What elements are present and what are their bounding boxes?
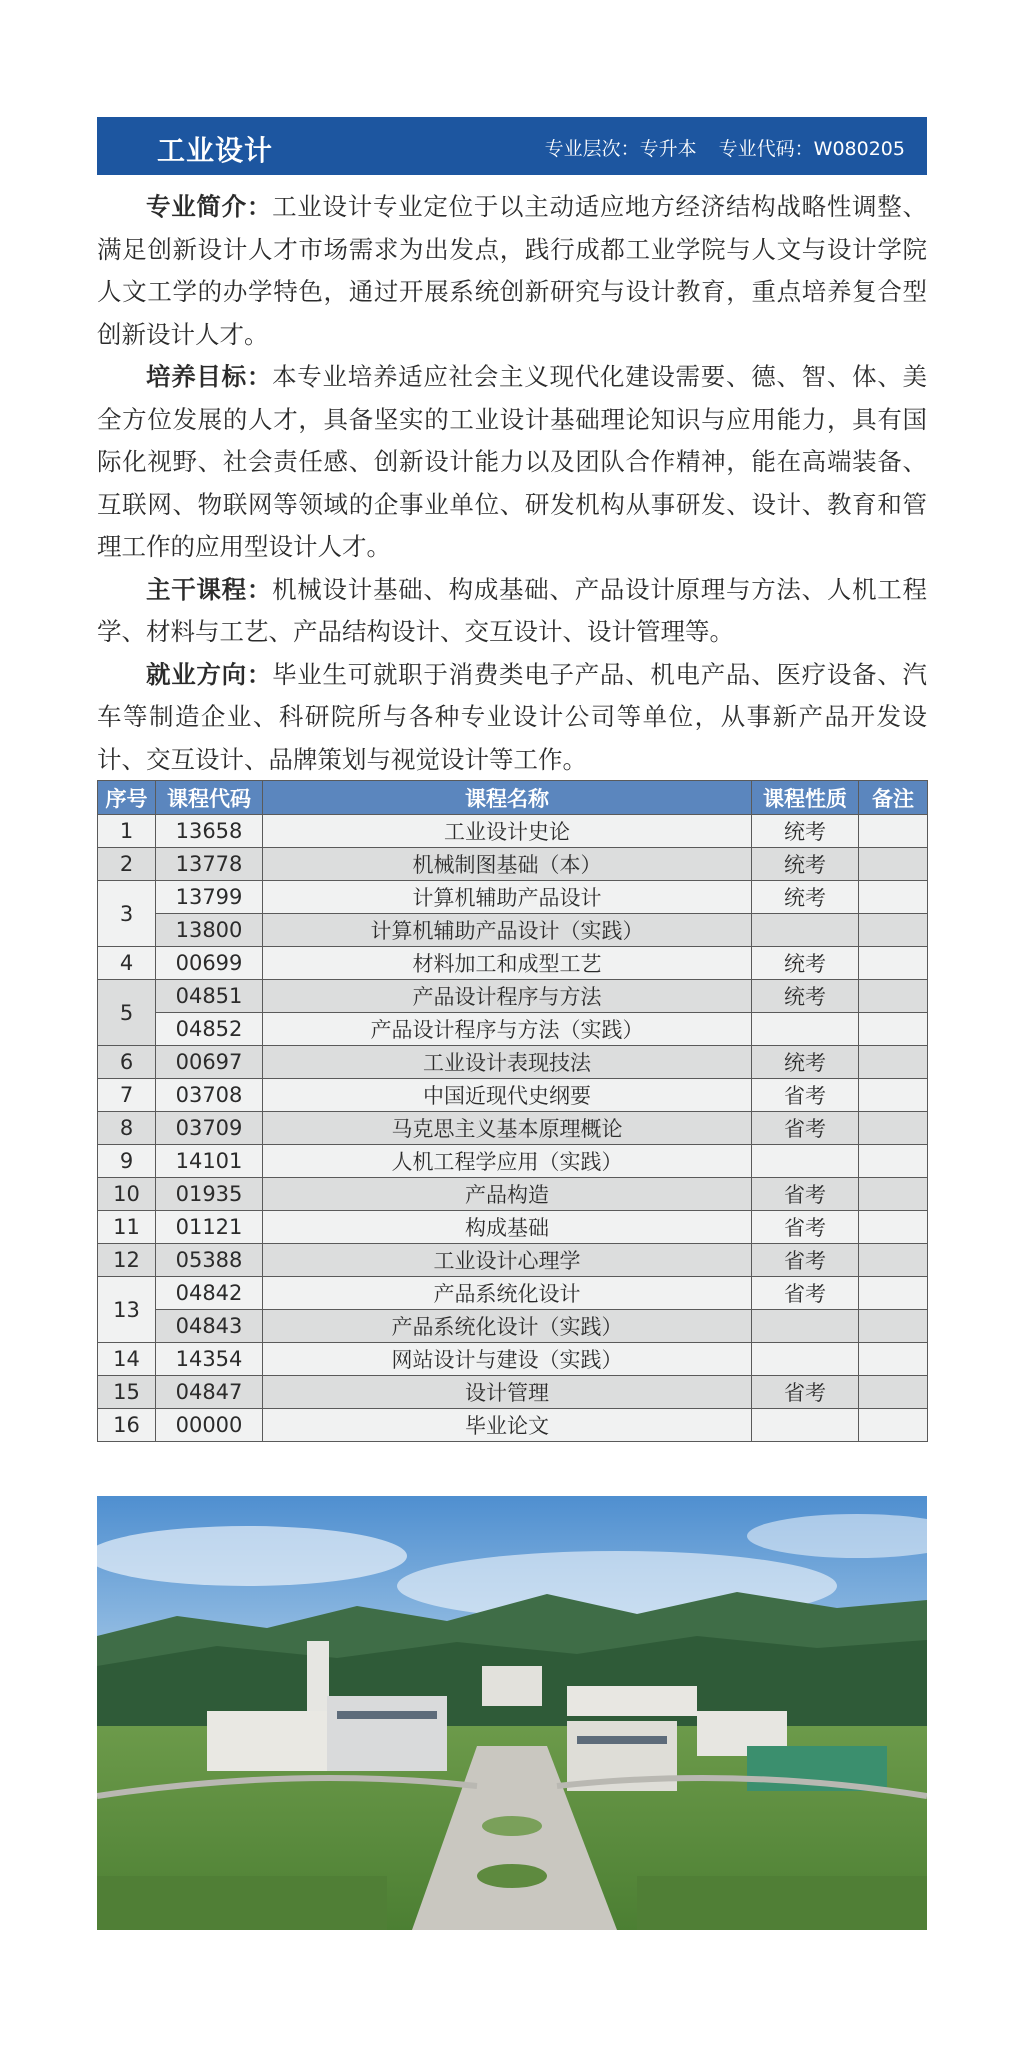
cell-name: 工业设计史论 (263, 815, 752, 848)
cell-name: 马克思主义基本原理概论 (263, 1112, 752, 1145)
cell-note (859, 1244, 928, 1277)
cell-note (859, 1376, 928, 1409)
cell-type (752, 914, 859, 947)
section-text: 本专业培养适应社会主义现代化建设需要、德、智、体、美全方位发展的人才，具备坚实的工业设计基础理论知识与应用能力，具有国际化视野、社会责任感、创新设计能力以及团队合作精神，能在高端装备、互联网、物联网等领域的企事业单位、研发机构从事研发、设计、教育和管理工作的应用型设计人才。 (97, 362, 928, 561)
cell-no: 15 (98, 1376, 156, 1409)
cell-name: 计算机辅助产品设计（实践） (263, 914, 752, 947)
cell-name: 产品系统化设计 (263, 1277, 752, 1310)
cell-name: 产品设计程序与方法 (263, 980, 752, 1013)
cell-type: 统考 (752, 881, 859, 914)
major-header (97, 117, 927, 175)
cell-code: 13799 (156, 881, 263, 914)
cell-note (859, 1310, 928, 1343)
cell-no: 7 (98, 1079, 156, 1112)
cell-type (752, 1013, 859, 1046)
campus-photo (97, 1496, 927, 1930)
cell-name: 工业设计表现技法 (263, 1046, 752, 1079)
cell-code: 14101 (156, 1145, 263, 1178)
major-description (97, 186, 927, 781)
table-row (98, 1013, 928, 1046)
table-row (98, 1409, 928, 1442)
table-row (98, 1112, 928, 1145)
section-label: 就业方向： (146, 659, 273, 689)
cell-code: 14354 (156, 1343, 263, 1376)
cell-note (859, 815, 928, 848)
table-row (98, 1310, 928, 1343)
table-row (98, 980, 928, 1013)
cell-name: 工业设计心理学 (263, 1244, 752, 1277)
cell-name: 产品设计程序与方法（实践） (263, 1013, 752, 1046)
table-header-row (98, 781, 928, 815)
cell-type: 省考 (752, 1376, 859, 1409)
header-type: 课程性质 (752, 781, 859, 815)
section-label: 主干课程： (146, 574, 273, 604)
cell-type (752, 1343, 859, 1376)
cell-code: 01121 (156, 1211, 263, 1244)
cell-code: 04842 (156, 1277, 263, 1310)
cell-code: 05388 (156, 1244, 263, 1277)
cell-name: 计算机辅助产品设计 (263, 881, 752, 914)
major-title: 工业设计 (157, 134, 274, 167)
cell-code: 03709 (156, 1112, 263, 1145)
cell-code: 00697 (156, 1046, 263, 1079)
cell-no: 8 (98, 1112, 156, 1145)
major-level: 专业层次：专升本 (544, 138, 697, 160)
header-note: 备注 (859, 781, 928, 815)
cell-name: 构成基础 (263, 1211, 752, 1244)
table-row (98, 1211, 928, 1244)
cell-name: 设计管理 (263, 1376, 752, 1409)
cell-type: 省考 (752, 1112, 859, 1145)
cell-note (859, 1178, 928, 1211)
cell-no: 6 (98, 1046, 156, 1079)
header-name: 课程名称 (263, 781, 752, 815)
cell-note (859, 848, 928, 881)
campus-aerial-image (97, 1496, 927, 1930)
cell-code: 13800 (156, 914, 263, 947)
cell-name: 毕业论文 (263, 1409, 752, 1442)
header-code: 课程代码 (156, 781, 263, 815)
cell-name: 网站设计与建设（实践） (263, 1343, 752, 1376)
cell-note (859, 1277, 928, 1310)
major-meta (545, 134, 905, 161)
cell-name: 机械制图基础（本） (263, 848, 752, 881)
cell-type: 省考 (752, 1211, 859, 1244)
course-table (97, 780, 928, 1442)
table-row (98, 1079, 928, 1112)
cell-no: 1 (98, 815, 156, 848)
cell-type: 统考 (752, 980, 859, 1013)
section-goals (97, 356, 927, 569)
section-label: 培养目标： (146, 362, 273, 391)
cell-note (859, 1079, 928, 1112)
table-row (98, 1277, 928, 1310)
cell-type: 省考 (752, 1178, 859, 1211)
cell-no: 2 (98, 848, 156, 881)
table-row (98, 1178, 928, 1211)
cell-type (752, 1145, 859, 1178)
cell-no: 3 (98, 881, 156, 947)
cell-type: 统考 (752, 1046, 859, 1079)
table-row (98, 1244, 928, 1277)
cell-code: 04847 (156, 1376, 263, 1409)
cell-note (859, 1145, 928, 1178)
section-label: 专业简介： (146, 192, 273, 221)
section-careers (97, 654, 927, 782)
cell-name: 中国近现代史纲要 (263, 1079, 752, 1112)
major-code: 专业代码：W080205 (718, 138, 905, 160)
table-row (98, 1376, 928, 1409)
cell-note (859, 947, 928, 980)
cell-no: 12 (98, 1244, 156, 1277)
cell-code: 00699 (156, 947, 263, 980)
cell-note (859, 1112, 928, 1145)
cell-code: 13658 (156, 815, 263, 848)
section-text: 机械设计基础、构成基础、产品设计原理与方法、人机工程学、材料与工艺、产品结构设计、交互设计、设计管理等。 (97, 574, 928, 646)
cell-name: 产品构造 (263, 1178, 752, 1211)
cell-no: 10 (98, 1178, 156, 1211)
course-table-body (98, 815, 928, 1442)
table-row (98, 815, 928, 848)
cell-code: 03708 (156, 1079, 263, 1112)
cell-note (859, 914, 928, 947)
cell-note (859, 1013, 928, 1046)
cell-type: 统考 (752, 848, 859, 881)
cell-type: 统考 (752, 815, 859, 848)
cell-type (752, 1310, 859, 1343)
header-no: 序号 (98, 781, 156, 815)
table-row (98, 914, 928, 947)
cell-note (859, 980, 928, 1013)
cell-type: 省考 (752, 1079, 859, 1112)
cell-type (752, 1409, 859, 1442)
cell-note (859, 1343, 928, 1376)
section-text: 毕业生可就职于消费类电子产品、机电产品、医疗设备、汽车等制造企业、科研院所与各种专业设计公司等单位，从事新产品开发设计、交互设计、品牌策划与视觉设计等工作。 (97, 659, 928, 774)
table-row (98, 881, 928, 914)
cell-code: 13778 (156, 848, 263, 881)
cell-no: 13 (98, 1277, 156, 1343)
cell-name: 人机工程学应用（实践） (263, 1145, 752, 1178)
cell-note (859, 881, 928, 914)
section-courses (97, 569, 927, 654)
cell-no: 4 (98, 947, 156, 980)
cell-name: 产品系统化设计（实践） (263, 1310, 752, 1343)
cell-code: 04852 (156, 1013, 263, 1046)
table-row (98, 1343, 928, 1376)
cell-no: 16 (98, 1409, 156, 1442)
cell-no: 14 (98, 1343, 156, 1376)
section-intro (97, 186, 927, 356)
cell-code: 04851 (156, 980, 263, 1013)
table-row (98, 947, 928, 980)
cell-code: 01935 (156, 1178, 263, 1211)
cell-no: 9 (98, 1145, 156, 1178)
cell-type: 省考 (752, 1244, 859, 1277)
cell-note (859, 1409, 928, 1442)
cell-no: 5 (98, 980, 156, 1046)
cell-note (859, 1211, 928, 1244)
cell-note (859, 1046, 928, 1079)
cell-name: 材料加工和成型工艺 (263, 947, 752, 980)
cell-type: 统考 (752, 947, 859, 980)
table-row (98, 848, 928, 881)
cell-type: 省考 (752, 1277, 859, 1310)
table-row (98, 1046, 928, 1079)
table-row (98, 1145, 928, 1178)
cell-code: 04843 (156, 1310, 263, 1343)
section-text: 工业设计专业定位于以主动适应地方经济结构战略性调整、满足创新设计人才市场需求为出发点，践行成都工业学院与人文与设计学院人文工学的办学特色，通过开展系统创新研究与设计教育，重点培养复合型创新设计人才。 (97, 192, 928, 349)
cell-no: 11 (98, 1211, 156, 1244)
cell-code: 00000 (156, 1409, 263, 1442)
